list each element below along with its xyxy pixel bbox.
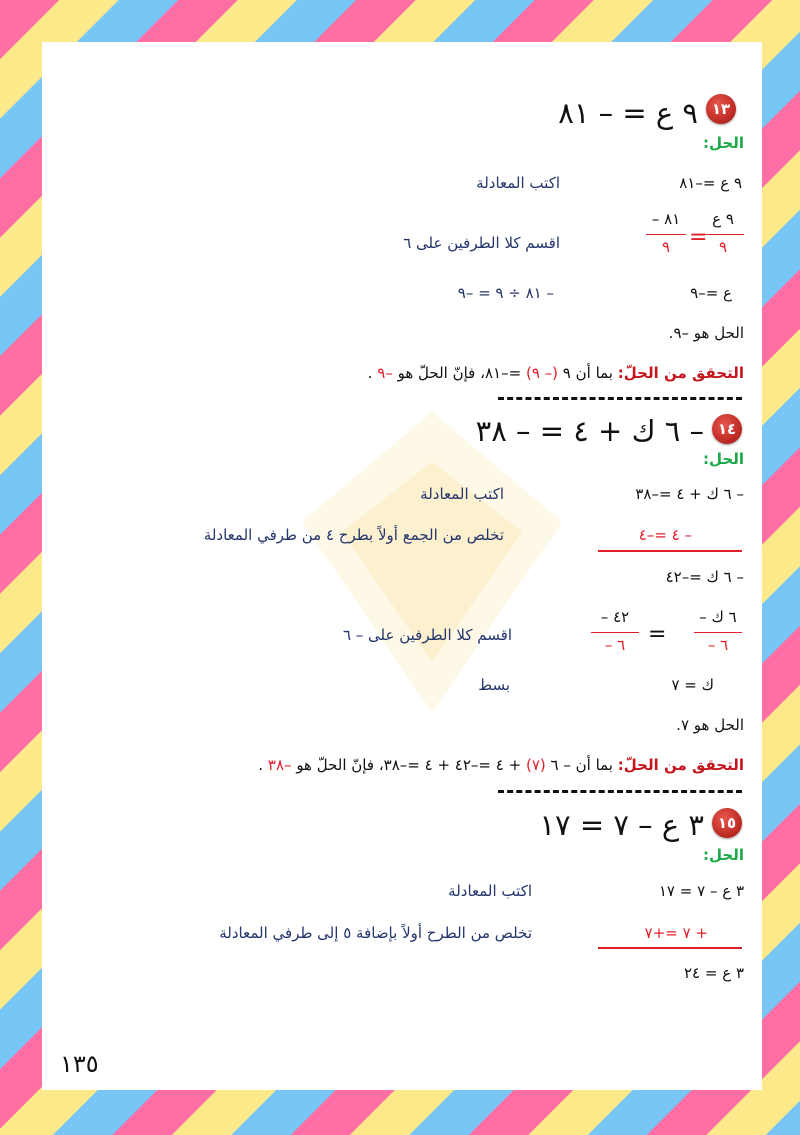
check-highlight: (٧) <box>525 756 546 774</box>
problem-equation: – ٦ ك + ٤ = – ٣٨ <box>475 414 704 448</box>
step-equation: – ٤ =–٤ <box>638 526 692 544</box>
step-equation: – ٦ ك + ٤ =–٣٨ <box>635 485 744 503</box>
solution-label: الحل: <box>703 450 744 468</box>
problem-number: ١٤ <box>717 420 737 438</box>
underline <box>598 947 742 949</box>
step-note: اقسم كلا الطرفين على ٦ <box>403 234 560 252</box>
step-equation: – ٦ ك =–٤٢ <box>665 568 744 586</box>
step-equation: ٩ ع =–٨١ <box>679 174 742 192</box>
check-line <box>368 364 744 382</box>
step-equation: + ٧ =+٧ <box>644 924 708 942</box>
check-text: بما أن ٩ <box>562 364 613 382</box>
fraction-right <box>591 608 639 658</box>
check-highlight: (– ٩) <box>525 364 558 382</box>
separator <box>498 397 742 400</box>
step-note: – ٨١ ÷ ٩ = –٩ <box>457 284 554 302</box>
fraction-numerator: – ٤٢ <box>600 608 630 626</box>
step-note: اكتب المعادلة <box>420 485 504 503</box>
step-equation: ٣ ع – ٧ = ١٧ <box>658 882 744 900</box>
check-result: –٣٨ <box>267 756 292 774</box>
problem-number: ١٥ <box>717 814 737 832</box>
solution-label: الحل: <box>703 846 744 864</box>
fraction-numerator: – ٨١ <box>651 210 681 228</box>
problem-badge-13 <box>706 94 736 124</box>
check-result: –٩ <box>377 364 393 382</box>
page <box>42 42 762 1090</box>
problem-equation: ٩ ع = – ٨١ <box>558 96 698 130</box>
answer-line: الحل هو ٧. <box>676 716 744 734</box>
page-number: ١٣٥ <box>60 1050 99 1078</box>
fraction-denominator: – ٦ <box>707 636 729 654</box>
fraction-denominator: – ٦ <box>604 636 626 654</box>
watermark-book-icon <box>292 402 572 722</box>
separator <box>498 790 742 793</box>
solution-label: الحل: <box>703 134 744 152</box>
equals-sign: = <box>648 622 667 647</box>
check-text: . <box>258 756 264 774</box>
step-note: تخلص من الجمع أولاً بطرح ٤ من طرفي المعادلة <box>203 526 504 544</box>
fraction-left <box>702 210 744 260</box>
check-text: بما أن – ٦ <box>550 756 613 774</box>
problem-equation: ٣ ع – ٧ = ١٧ <box>539 808 704 842</box>
problem-number: ١٣ <box>711 100 731 118</box>
step-equation: ع =–٩ <box>690 284 732 302</box>
answer-line: الحل هو –٩. <box>668 324 744 342</box>
fraction-numerator: – ٦ ك <box>699 608 737 626</box>
problem-badge-15 <box>712 808 742 838</box>
fraction-denominator: ٩ <box>661 238 671 256</box>
fraction-right <box>646 210 686 260</box>
check-label: التحقق من الحلّ: <box>617 364 744 382</box>
equals-sign: = <box>689 225 708 250</box>
check-line <box>258 756 744 774</box>
step-note: تخلص من الطرح أولاً بإضافة ٥ إلى طرفي المعادلة <box>219 924 532 942</box>
problem-badge-14 <box>712 414 742 444</box>
step-note: اقسم كلا الطرفين على – ٦ <box>342 626 512 644</box>
fraction-left <box>694 608 742 658</box>
step-note: اكتب المعادلة <box>476 174 560 192</box>
check-text: =–٨١، فإنّ الحلّ هو <box>397 364 522 382</box>
fraction-denominator: ٩ <box>718 238 728 256</box>
step-note: بسط <box>478 676 510 694</box>
check-text: + ٤ =–٤٢ + ٤ =–٣٨، فإنّ الحلّ هو <box>296 756 522 774</box>
check-text: . <box>367 364 373 382</box>
step-equation: ك = ٧ <box>671 676 714 694</box>
underline <box>598 550 742 552</box>
step-note: اكتب المعادلة <box>448 882 532 900</box>
step-equation: ٣ ع = ٢٤ <box>683 964 744 982</box>
check-label: التحقق من الحلّ: <box>617 756 744 774</box>
fraction-numerator: ٩ ع <box>712 210 734 228</box>
